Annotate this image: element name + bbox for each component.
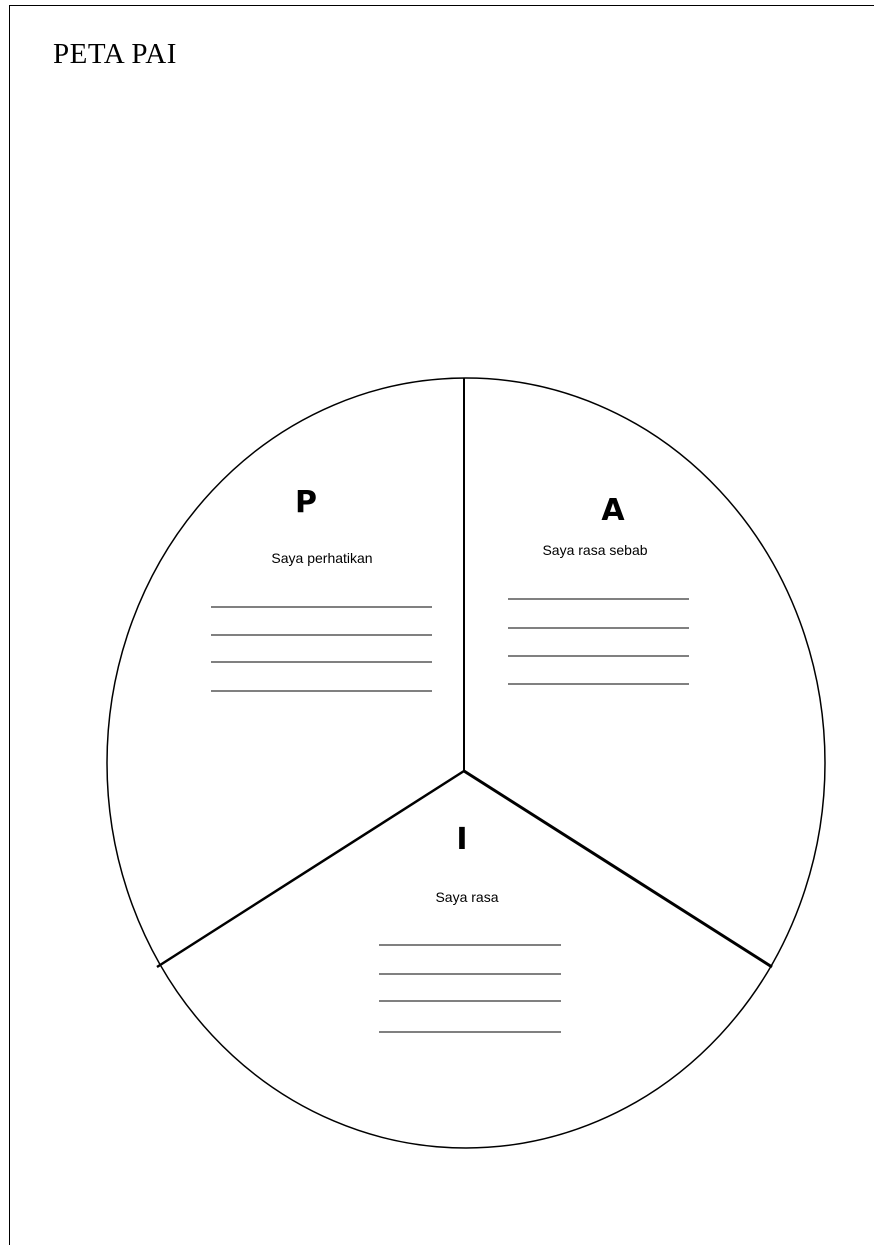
section-i <box>379 822 561 1032</box>
section-prompt-p: Saya perhatikan <box>271 550 373 566</box>
section-p <box>211 485 432 691</box>
page-title: PETA PAI <box>53 38 177 70</box>
divider-right <box>464 771 772 967</box>
section-letter-a: A <box>601 493 625 528</box>
divider-left <box>157 771 464 967</box>
section-prompt-i: Saya rasa <box>435 889 499 905</box>
section-letter-i: I <box>456 822 468 857</box>
section-letter-p: P <box>295 485 317 520</box>
answer-lines-p <box>211 607 432 691</box>
answer-lines-a <box>508 599 689 684</box>
section-prompt-a: Saya rasa sebab <box>542 542 648 558</box>
answer-lines-i <box>379 945 561 1032</box>
section-a <box>508 493 689 684</box>
